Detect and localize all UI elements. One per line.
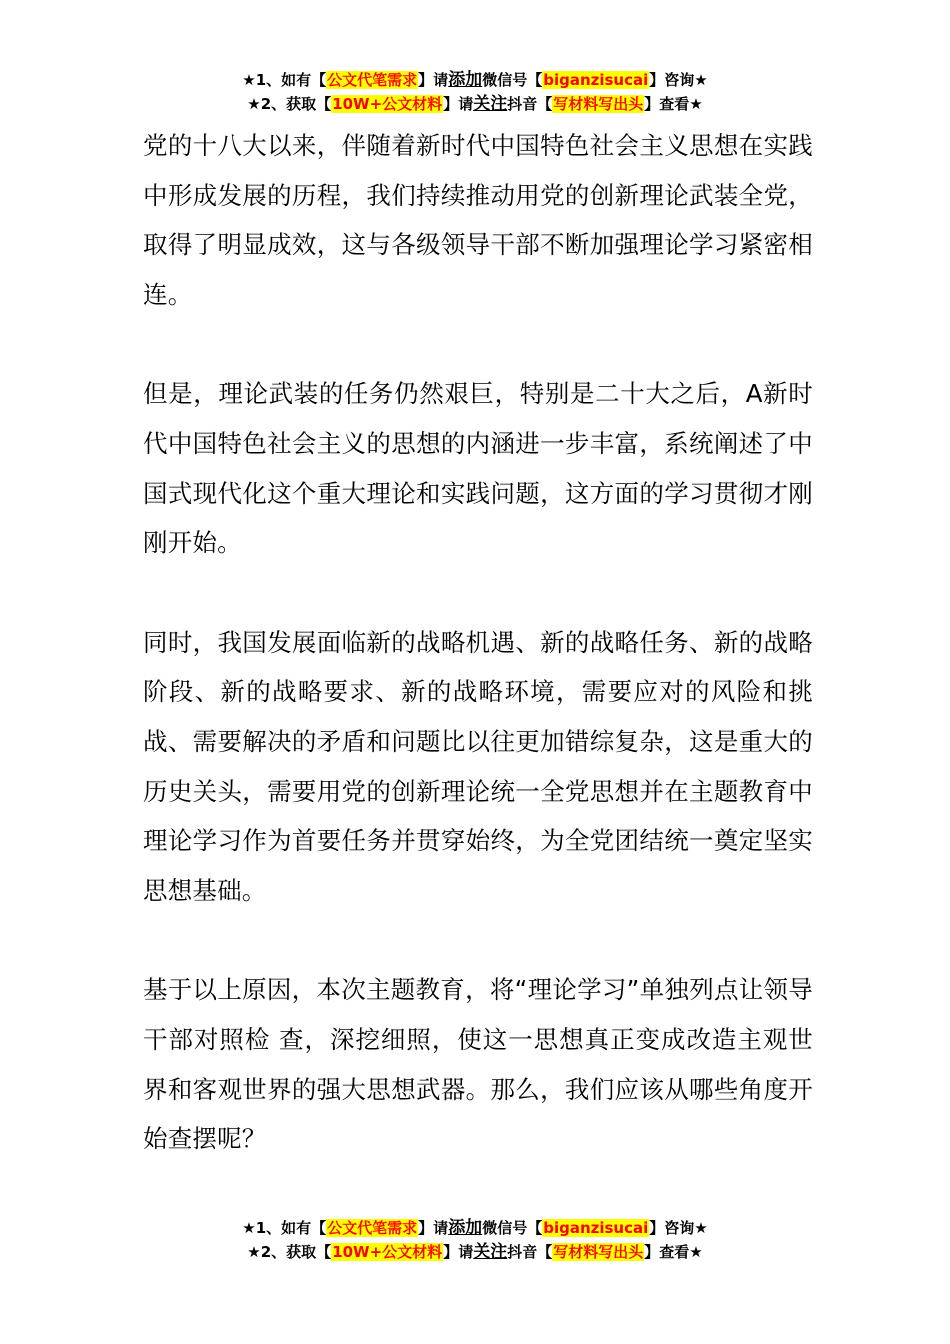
highlight-text: 公文代笔需求 [327,1219,418,1237]
star-icon: ★ [247,95,261,113]
header-banner [0,68,950,116]
banner-line-1 [0,1216,950,1240]
star-icon: ★ [242,1219,256,1237]
footer-banner [0,1216,950,1264]
star-icon: ★ [689,95,703,113]
banner-text: 】咨询 [649,1219,695,1237]
banner-text: 】查看 [644,95,690,113]
underlined-text: 添加 [448,70,483,90]
paragraph: 基于以上原因，本次主题教育，将“理论学习”单独列点让领导干部对照检 查，深挖细照，使这一思想真正变成改造主观世界和客观世界的强大思想武器。那么，我们应该从哪些角度开始查摆呢？ [143,975,813,1154]
underlined-text: 关注 [473,94,508,114]
banner-text: 】查看 [644,1243,690,1261]
banner-text: 】请 [443,1243,474,1261]
banner-text: 微信号【 [482,71,543,89]
douyin-id-highlight: 写材料写出头 [553,1243,644,1261]
banner-text: 】咨询 [649,71,695,89]
star-icon: ★ [242,71,256,89]
banner-text: 微信号【 [482,1219,543,1237]
document-body [143,121,813,1214]
banner-line-2 [0,92,950,116]
banner-text: 】请 [418,1219,449,1237]
banner-text: 1、如有【 [255,1219,327,1237]
star-icon: ★ [247,1243,261,1261]
underlined-text: 添加 [448,1218,483,1238]
paragraph: 党的十八大以来，伴随着新时代中国特色社会主义思想在实践中形成发展的历程，我们持续推动用党的创新理论武装全党，取得了明显成效，这与各级领导干部不断加强理论学习紧密相连。 [143,131,813,309]
banner-text: 】请 [443,95,474,113]
star-icon: ★ [694,1219,708,1237]
banner-line-2 [0,1240,950,1264]
banner-text: 1、如有【 [255,71,327,89]
banner-text: 2、获取【 [260,1243,332,1261]
highlight-text: 公文代笔需求 [327,71,418,89]
banner-text: 2、获取【 [260,95,332,113]
banner-text: 抖音【 [507,95,553,113]
banner-line-1 [0,68,950,92]
banner-text: 抖音【 [507,1243,553,1261]
highlight-text: 10W+公文材料 [332,1243,443,1261]
underlined-text: 关注 [473,1242,508,1262]
douyin-id-highlight: 写材料写出头 [553,95,644,113]
star-icon: ★ [694,71,708,89]
paragraph: 同时，我国发展面临新的战略机遇、新的战略任务、新的战略阶段、新的战略要求、新的战略环境，需要应对的风险和挑战、需要解决的矛盾和问题比以往更加错综复杂，这是重大的历史关头，需要用党的创新理论统一全党思想并在主题教育中理论学习作为首要任务并贯穿始终，为全党团结统一奠定坚实思想基础。 [143,627,813,905]
star-icon: ★ [689,1243,703,1261]
paragraph: 但是，理论武装的任务仍然艰巨，特别是二十大之后，A新时代中国特色社会主义的思想的内涵进一步丰富，系统阐述了中国式现代化这个重大理论和实践问题，这方面的学习贯彻才刚刚开始。 [143,379,813,558]
wechat-id-highlight: biganzisucai [543,1219,649,1237]
banner-text: 】请 [418,71,449,89]
highlight-text: 10W+公文材料 [332,95,443,113]
wechat-id-highlight: biganzisucai [543,71,649,89]
